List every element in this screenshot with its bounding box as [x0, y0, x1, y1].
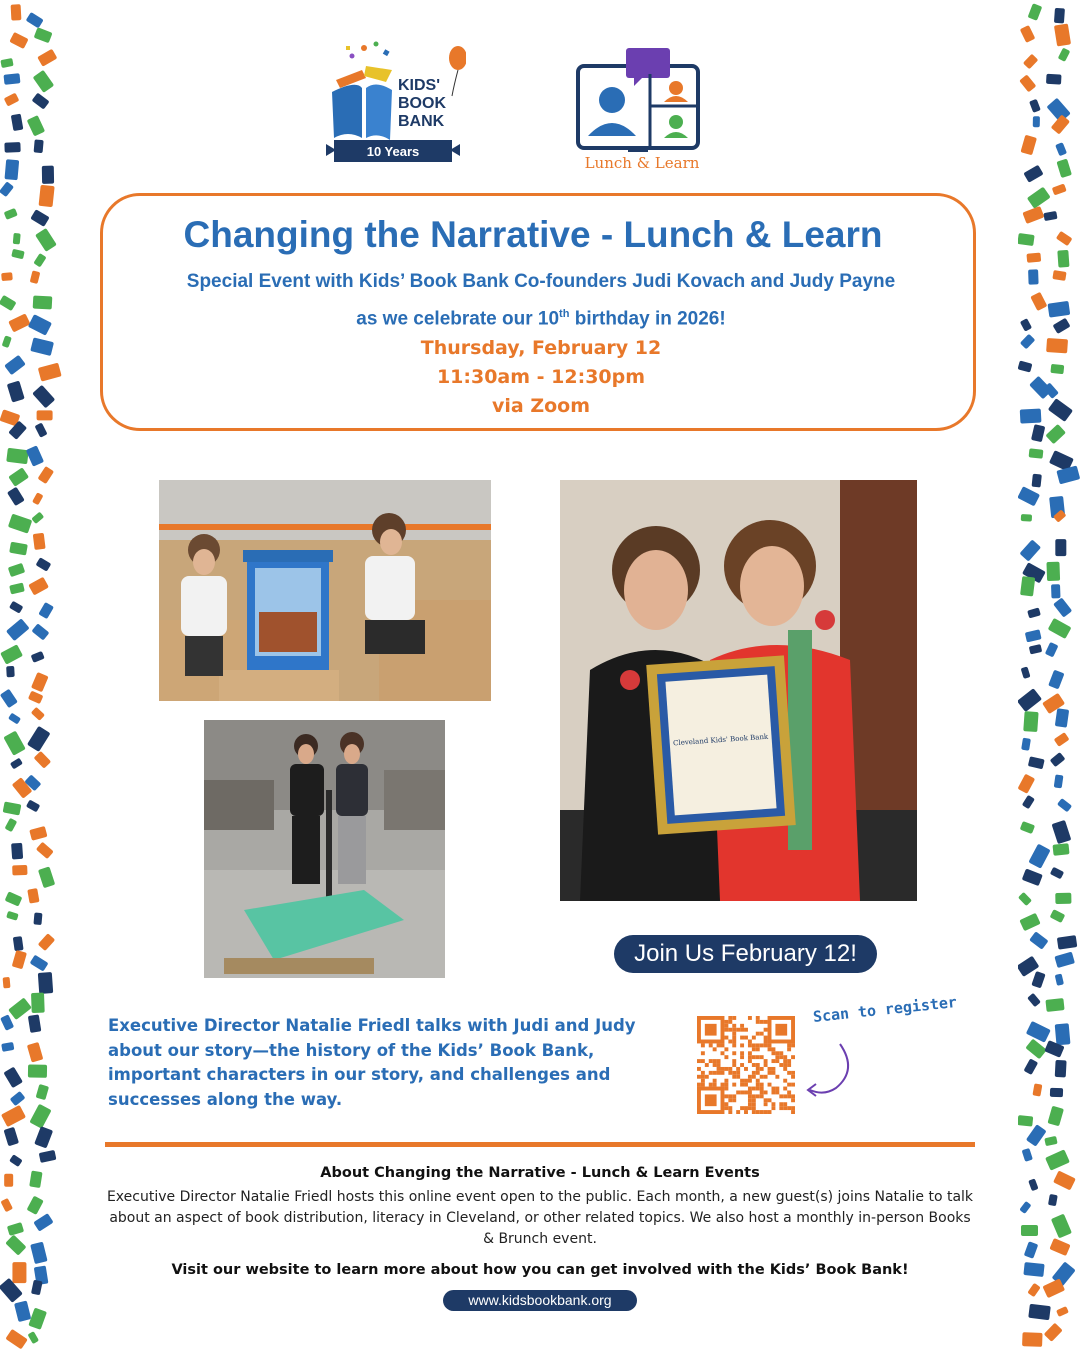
book-icon	[28, 1308, 47, 1331]
book-icon	[1048, 618, 1071, 639]
book-icon	[29, 826, 48, 841]
join-us-banner: Join Us February 12!	[614, 935, 877, 973]
book-icon	[1046, 424, 1067, 444]
book-icon	[4, 731, 27, 756]
book-icon	[37, 466, 54, 484]
book-icon	[28, 1065, 47, 1078]
book-icon	[3, 801, 21, 815]
book-icon	[4, 159, 19, 180]
book-icon	[1057, 48, 1069, 62]
book-icon	[1027, 993, 1041, 1007]
svg-text:BOOK: BOOK	[398, 95, 446, 112]
book-icon	[1045, 998, 1064, 1012]
book-icon	[9, 1090, 25, 1105]
book-icon	[1021, 868, 1043, 886]
book-icon	[1052, 318, 1070, 334]
book-icon	[33, 1214, 53, 1232]
qr-code-icon	[697, 1016, 795, 1114]
book-icon	[1051, 1213, 1072, 1238]
book-icon	[1028, 270, 1038, 285]
event-details-box	[100, 193, 976, 431]
lunch-learn-label: Lunch & Learn	[584, 154, 700, 172]
book-icon	[31, 209, 50, 226]
event-time: 11:30am - 12:30pm	[436, 366, 646, 388]
book-icon	[1022, 1332, 1043, 1346]
book-icon	[37, 410, 53, 420]
book-icon	[27, 1331, 39, 1344]
book-icon	[1047, 300, 1070, 317]
book-icon	[1046, 339, 1067, 354]
svg-text:10 Years: 10 Years	[366, 144, 420, 159]
book-icon	[3, 73, 20, 85]
book-icon	[1023, 1058, 1038, 1075]
book-icon	[31, 512, 44, 525]
book-icon	[1026, 1021, 1051, 1043]
book-icon	[1056, 230, 1073, 246]
book-icon	[28, 314, 52, 335]
book-icon	[6, 618, 30, 641]
book-icon	[1049, 909, 1064, 922]
book-icon	[35, 422, 48, 437]
book-icon	[1027, 3, 1042, 21]
book-icon	[0, 182, 14, 198]
book-icon	[1051, 584, 1061, 598]
book-icon	[1018, 74, 1036, 92]
book-icon	[35, 841, 53, 859]
book-icon	[12, 865, 28, 876]
book-icon	[1054, 24, 1071, 47]
event-date: Thursday, February 12	[420, 337, 662, 359]
book-icon	[37, 362, 61, 381]
book-icon	[1019, 409, 1041, 424]
svg-text:Cleveland Kids' Book Bank: Cleveland Kids' Book Bank	[672, 732, 769, 748]
book-icon	[27, 887, 39, 903]
book-icon	[1049, 1238, 1070, 1256]
book-icon	[4, 355, 26, 375]
book-icon	[1055, 709, 1069, 728]
book-icon	[1, 1105, 26, 1127]
book-icon	[32, 385, 55, 408]
book-icon	[1044, 1136, 1058, 1147]
event-subtitle-line1: Special Event with Kids’ Book Bank Co-founders Judi Kovach and Judy Payne	[186, 271, 896, 292]
book-icon	[9, 541, 27, 555]
event-subtitle-line2: as we celebrate our 10th birthday in 2026!	[356, 308, 726, 330]
book-icon	[36, 557, 52, 571]
book-icon	[1056, 798, 1071, 812]
book-icon	[1048, 670, 1065, 690]
book-icon	[1018, 773, 1036, 794]
book-icon	[1026, 253, 1041, 263]
book-icon	[31, 1279, 43, 1294]
book-icon	[4, 208, 18, 220]
book-icon	[1031, 971, 1045, 988]
book-icon	[1052, 820, 1072, 844]
book-icon	[12, 950, 28, 969]
book-icon	[1018, 233, 1035, 246]
book-icon	[1018, 486, 1040, 506]
book-icon	[1020, 666, 1030, 679]
book-icon	[34, 27, 53, 43]
book-icon	[1056, 159, 1071, 178]
book-icon	[1056, 1306, 1069, 1317]
book-icon	[1044, 211, 1058, 222]
book-icon	[1029, 99, 1041, 113]
book-icon	[1052, 183, 1067, 195]
book-icon	[1053, 843, 1070, 855]
book-icon	[1054, 732, 1070, 746]
book-icon	[32, 624, 50, 641]
book-icon	[10, 114, 23, 131]
svg-text:BANK: BANK	[398, 113, 445, 130]
event-description: Executive Director Natalie Friedl talks with Judi and Judy about our story—the history of the Kids’ Book Bank, important characters in our story, and challenges and successes along the way.	[108, 1016, 636, 1109]
registration-qr-code[interactable]	[697, 1016, 795, 1114]
book-icon	[0, 295, 17, 311]
book-icon	[10, 4, 21, 20]
book-icon	[1021, 1225, 1038, 1236]
book-icon	[6, 911, 19, 921]
about-body: Executive Director Natalie Friedl hosts this online event open to the public. Each month, a new guest(s) joins Natalie to talk about an aspect of book distribution, literacy in Cleveland, or other related topics. We also host a monthly in-person Books & Brunch event.	[106, 1189, 974, 1247]
book-icon	[7, 487, 25, 506]
book-icon	[31, 93, 49, 110]
book-icon	[30, 270, 41, 284]
book-icon	[1055, 1060, 1067, 1078]
book-icon	[11, 248, 24, 258]
book-icon	[1021, 737, 1031, 750]
book-icon	[28, 691, 44, 704]
book-icon	[1021, 135, 1037, 155]
book-icon	[9, 314, 31, 333]
book-icon	[1020, 334, 1035, 350]
book-icon	[1018, 892, 1032, 906]
book-icon	[1049, 867, 1063, 880]
book-icon	[13, 936, 24, 951]
book-icon	[1019, 1201, 1031, 1214]
book-logo-icon	[326, 40, 466, 170]
book-icon	[4, 92, 20, 106]
curved-arrow-icon	[802, 1040, 862, 1100]
book-icon	[1047, 562, 1060, 581]
book-icon	[1021, 513, 1032, 521]
book-icon	[33, 751, 50, 768]
book-icon	[3, 1066, 23, 1088]
book-icon	[9, 582, 24, 594]
book-icon	[33, 70, 54, 93]
book-icon	[31, 993, 45, 1014]
book-icon	[1020, 821, 1035, 834]
book-icon	[1054, 8, 1065, 23]
video-call-icon	[572, 44, 712, 154]
book-icon	[1019, 318, 1031, 332]
book-icon	[1045, 641, 1059, 657]
book-icon	[1, 1042, 14, 1052]
book-icon	[31, 337, 54, 355]
book-icon	[34, 1126, 53, 1148]
book-icon	[1028, 756, 1045, 769]
book-icon	[1022, 53, 1037, 69]
book-icon	[1019, 25, 1035, 43]
book-icon	[26, 12, 44, 29]
book-icon	[9, 467, 30, 486]
book-icon	[1026, 1124, 1047, 1146]
book-icon	[0, 688, 18, 707]
book-icon	[1052, 270, 1066, 281]
book-icon	[1018, 688, 1043, 712]
book-icon	[4, 818, 17, 832]
book-icon	[39, 1150, 56, 1163]
book-icon	[14, 1300, 31, 1322]
book-icon	[1055, 892, 1072, 903]
book-icon	[5, 1234, 26, 1255]
book-icon	[9, 600, 24, 613]
book-icon	[1054, 774, 1064, 788]
book-icon	[38, 185, 54, 207]
book-icon	[1055, 952, 1075, 968]
book-icon	[9, 757, 22, 769]
book-icon	[1050, 752, 1066, 767]
book-icon	[1051, 115, 1071, 135]
book-icon	[1048, 398, 1073, 421]
book-icon	[35, 228, 57, 252]
book-icon	[1027, 608, 1040, 619]
book-icon	[27, 726, 51, 752]
about-heading: About Changing the Narrative - Lunch & Learn Events	[320, 1165, 760, 1181]
book-icon	[1028, 843, 1050, 868]
book-icon	[1055, 142, 1067, 156]
book-icon	[1056, 466, 1080, 485]
book-icon	[33, 253, 47, 268]
event-venue: via Zoom	[491, 395, 590, 417]
book-icon	[0, 1015, 14, 1032]
event-subtitle	[103, 266, 979, 335]
photo-award-presentation	[560, 480, 917, 901]
book-icon	[1024, 711, 1039, 732]
right-book-border	[1018, 0, 1080, 1350]
book-icon	[1048, 1106, 1064, 1126]
book-icon	[1018, 361, 1033, 373]
book-icon	[36, 1083, 49, 1100]
visit-website-text: Visit our website to learn more about how you can get involved with the Kids’ Book Bank!	[171, 1262, 909, 1278]
book-icon	[9, 31, 28, 48]
book-icon	[6, 666, 14, 678]
book-icon	[33, 533, 46, 550]
book-icon	[1046, 73, 1062, 84]
book-icon	[1019, 539, 1041, 561]
book-icon	[5, 891, 23, 906]
book-icon	[0, 58, 13, 68]
book-icon	[30, 1241, 48, 1264]
book-icon	[1044, 1322, 1063, 1341]
book-icon	[31, 651, 45, 663]
book-icon	[0, 644, 23, 664]
website-link[interactable]: www.kidsbookbank.org	[443, 1290, 637, 1311]
book-icon	[1021, 1148, 1033, 1162]
book-icon	[1057, 250, 1069, 267]
book-icon	[1023, 164, 1043, 182]
book-icon	[4, 142, 20, 153]
book-icon	[1, 335, 12, 348]
book-icon	[31, 671, 48, 692]
lunch-learn-logo	[572, 44, 712, 178]
book-icon	[7, 1222, 24, 1236]
book-icon	[1028, 1304, 1051, 1321]
event-title: Changing the Narrative - Lunch & Learn	[183, 214, 883, 255]
photo-founders-warehouse	[159, 480, 491, 701]
book-icon	[1022, 206, 1044, 224]
book-icon	[1025, 629, 1042, 642]
book-icon	[1028, 643, 1042, 654]
book-icon	[1019, 913, 1040, 931]
book-icon	[1031, 292, 1048, 311]
book-icon	[38, 48, 58, 66]
book-icon	[1057, 935, 1077, 950]
book-icon	[27, 1041, 44, 1062]
book-icon	[26, 115, 44, 136]
book-icon	[1031, 424, 1045, 442]
book-icon	[1050, 1088, 1063, 1097]
kids-book-bank-logo	[326, 40, 466, 170]
book-icon	[3, 977, 11, 988]
book-icon	[1033, 116, 1041, 127]
book-icon	[6, 1329, 28, 1350]
book-icon	[37, 933, 55, 951]
book-icon	[8, 563, 25, 577]
book-icon	[0, 272, 12, 281]
book-icon	[1024, 1242, 1038, 1259]
book-icon	[1020, 576, 1035, 596]
book-icon	[37, 972, 52, 994]
book-icon	[42, 166, 54, 184]
book-icon	[1021, 795, 1035, 810]
book-icon	[1048, 1193, 1058, 1206]
svg-text:KIDS': KIDS'	[398, 77, 441, 94]
book-icon	[26, 799, 41, 812]
book-icon	[1053, 598, 1072, 618]
book-icon	[39, 602, 55, 619]
book-icon	[9, 514, 33, 534]
book-icon	[1, 1198, 13, 1212]
book-icon	[31, 492, 43, 505]
photo-founders-pallet-jack	[204, 720, 445, 978]
book-icon	[1054, 1023, 1070, 1046]
book-icon	[26, 445, 44, 466]
book-icon	[1027, 1283, 1040, 1297]
event-when	[103, 334, 979, 421]
book-icon	[12, 233, 20, 245]
book-icon	[32, 296, 52, 310]
book-icon	[1032, 1083, 1042, 1097]
book-icon	[31, 707, 45, 721]
book-icon	[33, 913, 42, 925]
book-icon	[29, 955, 48, 972]
scan-to-register-label: Scan to register	[812, 992, 958, 1026]
book-icon	[12, 843, 24, 860]
book-icon	[1055, 973, 1065, 985]
book-icon	[29, 576, 50, 595]
book-icon	[1054, 540, 1065, 557]
book-icon	[27, 1196, 44, 1215]
book-icon	[28, 1015, 42, 1033]
book-icon	[1028, 449, 1042, 459]
book-icon	[1032, 473, 1042, 487]
book-icon	[1029, 931, 1048, 949]
left-book-border	[0, 0, 62, 1350]
book-icon	[30, 1103, 53, 1129]
book-icon	[8, 713, 21, 725]
section-divider	[105, 1142, 975, 1147]
book-icon	[37, 866, 55, 888]
book-icon	[6, 380, 24, 402]
book-icon	[1050, 364, 1064, 374]
book-icon	[1018, 1115, 1034, 1126]
book-icon	[34, 140, 44, 154]
book-icon	[4, 1127, 20, 1146]
